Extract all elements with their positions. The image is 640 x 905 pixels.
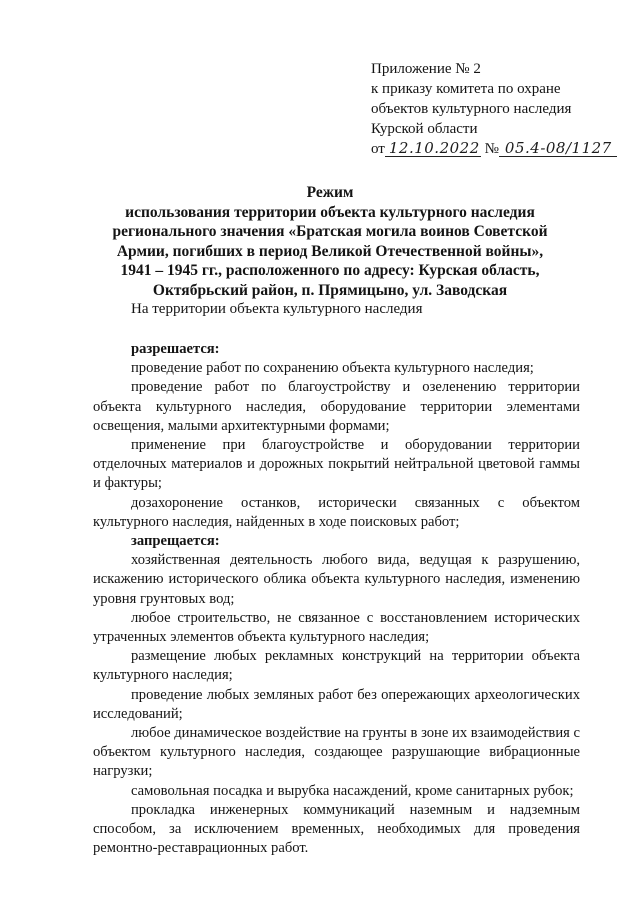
allowed-item: дозахоронение останков, исторически связанных с объектом культурного наследия, найденных в ходе поисковых работ; — [93, 494, 580, 530]
allowed-heading: разрешается: — [131, 341, 220, 357]
allowed-item: проведение работ по благоустройству и озеленению территории объекта культурного наследия, оборудование территории элементами освещения, малыми архитектурными формами; — [93, 379, 580, 434]
forbidden-item: проведение любых земляных работ без опережающих археологических исследований; — [93, 686, 580, 722]
number-prefix: № — [484, 141, 499, 157]
title-line-4: Армии, погибших в период Великой Отечественной войны», — [116, 242, 544, 260]
order-date-number-line — [371, 139, 633, 159]
title-line-6: Октябрьский район, п. Прямицыно, ул. Заводская — [152, 281, 508, 299]
order-date: 12.10.2022 — [385, 140, 481, 157]
forbidden-item: прокладка инженерных коммуникаций наземным и надземным способом, за исключением временных, необходимых для проведения ремонтно-реставрационных работ. — [93, 801, 580, 857]
regime-body — [93, 340, 580, 858]
title-line-2: использования территории объекта культурного наследия — [125, 203, 535, 221]
forbidden-item: любое строительство, не связанное с восстановлением исторических утраченных элементов объекта культурного наследия; — [93, 609, 580, 646]
allowed-item: применение при благоустройстве и оборудовании территории отделочных материалов и дорожных покрытий нейтральной цветовой гаммы и фактуры; — [93, 437, 580, 492]
title-line-5: 1941 – 1945 гг., расположенного по адресу: Курская область, — [120, 262, 540, 279]
allowed-item: проведение работ по сохранению объекта культурного наследия; — [131, 360, 534, 377]
forbidden-item: любое динамическое воздействие на грунты в зоне их взаимодействия с объектом культурного наследия, создающее разрушающие вибрационные нагрузки; — [93, 725, 580, 780]
appendix-header — [371, 59, 633, 159]
appendix-line-3: объектов культурного наследия — [371, 101, 572, 117]
appendix-line-2: к приказу комитета по охране — [371, 81, 561, 97]
document-title — [100, 183, 560, 300]
forbidden-item: хозяйственная деятельность любого вида, ведущая к разрушению, искажению исторического облика объекта культурного наследия, изменению уровня грунтовых вод; — [93, 552, 580, 607]
appendix-line-1: Приложение № 2 — [371, 61, 481, 77]
title-line-1: Режим — [306, 184, 354, 201]
appendix-line-4: Курской области — [371, 121, 478, 137]
title-line-3: регионального значения «Братская могила воинов Советской — [112, 223, 548, 240]
forbidden-item: размещение любых рекламных конструкций на территории объекта культурного наследия; — [93, 648, 580, 684]
order-number: 05.4-08/1127 — [499, 140, 617, 157]
intro-sentence: На территории объекта культурного наследия — [131, 301, 423, 317]
forbidden-heading: запрещается: — [131, 533, 220, 550]
forbidden-item: самовольная посадка и вырубка насаждений, кроме санитарных рубок; — [131, 782, 574, 799]
date-prefix: от — [371, 141, 385, 157]
